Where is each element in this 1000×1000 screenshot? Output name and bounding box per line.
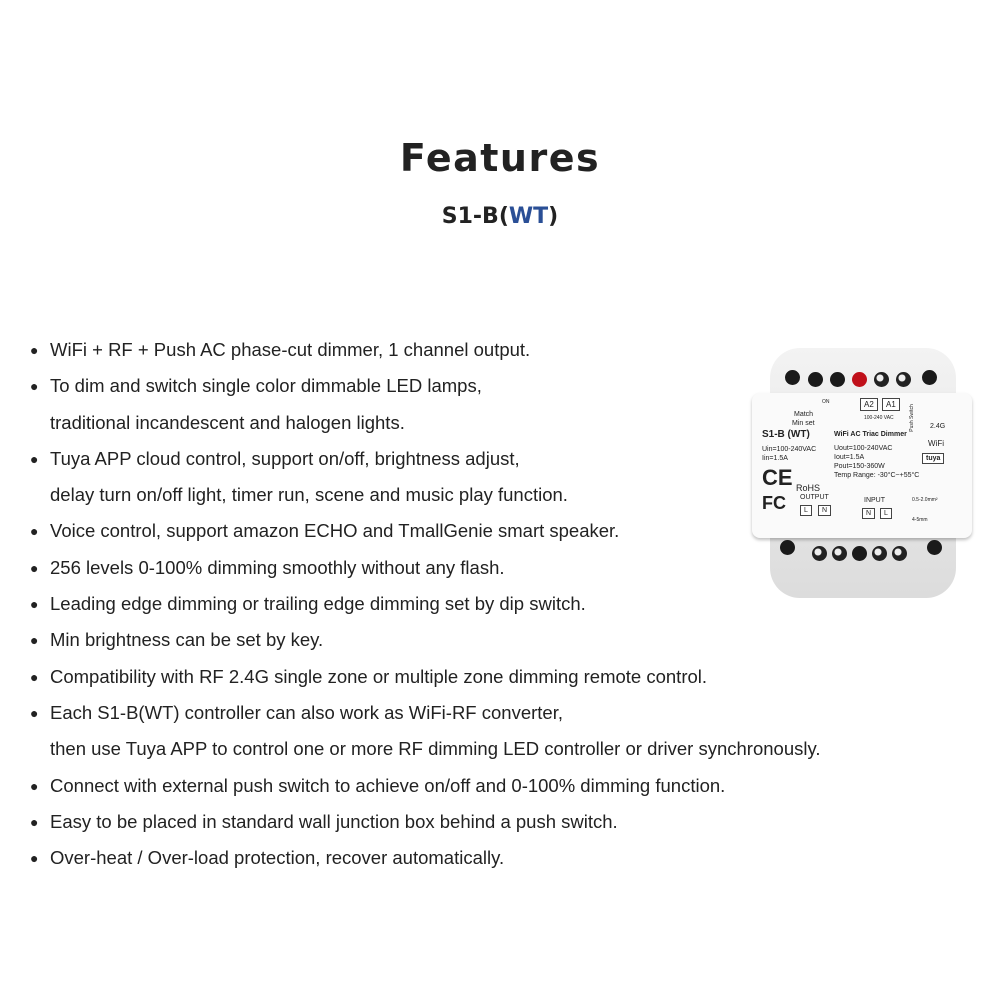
feature-text: then use Tuya APP to control one or more RF dimming LED controller or driver synchronously. bbox=[50, 738, 821, 760]
feature-text: Compatibility with RF 2.4G single zone or multiple zone dimming remote control. bbox=[50, 665, 708, 687]
terminal-red bbox=[852, 372, 867, 387]
feature-item bbox=[30, 695, 821, 768]
feature-text: Easy to be placed in standard wall junction box behind a push switch. bbox=[50, 810, 618, 832]
rohs-mark: RoHS bbox=[796, 483, 821, 493]
bullet-icon: ● bbox=[30, 559, 39, 576]
feature-text: Min brightness can be set by key. bbox=[50, 629, 324, 651]
label-push: Push Switch bbox=[908, 404, 915, 432]
subtitle-suffix: ) bbox=[548, 204, 559, 229]
terminal-screw bbox=[872, 546, 887, 561]
label-wifi: WiFi bbox=[928, 439, 944, 448]
tuya-logo: tuya bbox=[922, 453, 944, 464]
feature-item bbox=[30, 586, 821, 622]
label-match: Match bbox=[794, 411, 814, 418]
feature-text: Over-heat / Over-load protection, recover automatically. bbox=[50, 847, 505, 869]
bullet-icon: ● bbox=[30, 342, 39, 358]
product-image bbox=[752, 348, 972, 598]
label-minset: Min set bbox=[792, 420, 815, 427]
feature-text: 256 levels 0-100% dimming smoothly without any flash. bbox=[50, 556, 505, 578]
feature-item bbox=[30, 659, 821, 695]
bullet-icon: ● bbox=[30, 850, 39, 867]
terminal-screw bbox=[812, 546, 827, 561]
feature-item bbox=[30, 513, 821, 549]
label-input: INPUT bbox=[864, 497, 885, 504]
feature-text: traditional incandescent and halogen lights. bbox=[50, 411, 405, 433]
page-title: Features bbox=[399, 136, 601, 180]
bullet-icon: ● bbox=[30, 813, 39, 830]
feature-item bbox=[30, 550, 821, 586]
terminal bbox=[808, 372, 823, 387]
output-l: L bbox=[800, 505, 812, 516]
terminal-screw bbox=[892, 546, 907, 561]
feature-text: WiFi + RF + Push AC phase-cut dimmer, 1 channel output. bbox=[50, 339, 531, 360]
feature-text: delay turn on/off light, timer run, scene and music play function. bbox=[50, 484, 568, 506]
label-on: ON bbox=[822, 399, 830, 405]
feature-item bbox=[30, 768, 821, 804]
terminal bbox=[830, 372, 845, 387]
label-a1: A1 bbox=[882, 398, 900, 411]
terminal bbox=[780, 540, 795, 555]
label-pout: Pout=150-360W bbox=[834, 463, 885, 470]
terminal bbox=[927, 540, 942, 555]
model-subtitle bbox=[0, 204, 1000, 229]
terminal bbox=[785, 370, 800, 385]
bullet-icon: ● bbox=[30, 632, 39, 649]
bullet-icon: ● bbox=[30, 378, 39, 395]
feature-text: Tuya APP cloud control, support on/off, brightness adjust, bbox=[50, 447, 520, 469]
fcc-mark: FC bbox=[762, 493, 786, 513]
label-iin: Iin=1.5A bbox=[762, 455, 788, 462]
feature-item bbox=[30, 441, 821, 514]
output-n: N bbox=[818, 505, 831, 516]
label-uin: Uin=100-240VAC bbox=[762, 446, 817, 453]
bullet-icon: ● bbox=[30, 596, 39, 613]
input-l: L bbox=[880, 508, 892, 519]
bullet-icon: ● bbox=[30, 450, 39, 467]
label-model: S1-B (WT) bbox=[762, 429, 810, 440]
terminal bbox=[922, 370, 937, 385]
label-strip: 4-5mm bbox=[912, 517, 928, 523]
label-temp: Temp Range: -30°C~+55°C bbox=[834, 472, 920, 479]
feature-text: Leading edge dimming or trailing edge dimming set by dip switch. bbox=[50, 593, 586, 615]
feature-list bbox=[30, 332, 821, 876]
bullet-icon: ● bbox=[30, 704, 39, 721]
terminal bbox=[852, 546, 867, 561]
bullet-icon: ● bbox=[30, 668, 39, 685]
label-uout: Uout=100-240VAC bbox=[834, 445, 893, 452]
device-label bbox=[752, 393, 972, 538]
feature-item bbox=[30, 622, 821, 658]
bullet-icon: ● bbox=[30, 523, 39, 540]
subtitle-highlight: WT bbox=[508, 204, 549, 229]
feature-item bbox=[30, 804, 821, 840]
terminal-screw bbox=[874, 372, 889, 387]
label-iout: Iout=1.5A bbox=[834, 454, 865, 461]
ce-mark: CE bbox=[762, 465, 793, 490]
label-output: OUTPUT bbox=[800, 494, 829, 501]
feature-item bbox=[30, 332, 821, 368]
feature-text: To dim and switch single color dimmable LED lamps, bbox=[50, 375, 482, 397]
label-wire: 0.5-2.0mm² bbox=[912, 497, 938, 503]
label-a2: A2 bbox=[860, 398, 878, 411]
terminal-screw bbox=[832, 546, 847, 561]
input-n: N bbox=[862, 508, 875, 519]
feature-text: Connect with external push switch to achieve on/off and 0-100% dimming function. bbox=[50, 774, 726, 796]
feature-item bbox=[30, 368, 821, 441]
feature-text: Voice control, support amazon ECHO and TmallGenie smart speaker. bbox=[50, 520, 620, 542]
label-rf: 2.4G bbox=[930, 423, 946, 430]
subtitle-prefix: S1-B( bbox=[441, 204, 509, 229]
bullet-icon: ● bbox=[30, 777, 39, 794]
label-vac: 100-240 VAC bbox=[864, 415, 894, 421]
terminal-screw bbox=[896, 372, 911, 387]
label-product: WiFi AC Triac Dimmer bbox=[834, 431, 907, 438]
feature-item bbox=[30, 840, 821, 876]
feature-text: Each S1-B(WT) controller can also work as WiFi-RF converter, bbox=[50, 701, 563, 723]
